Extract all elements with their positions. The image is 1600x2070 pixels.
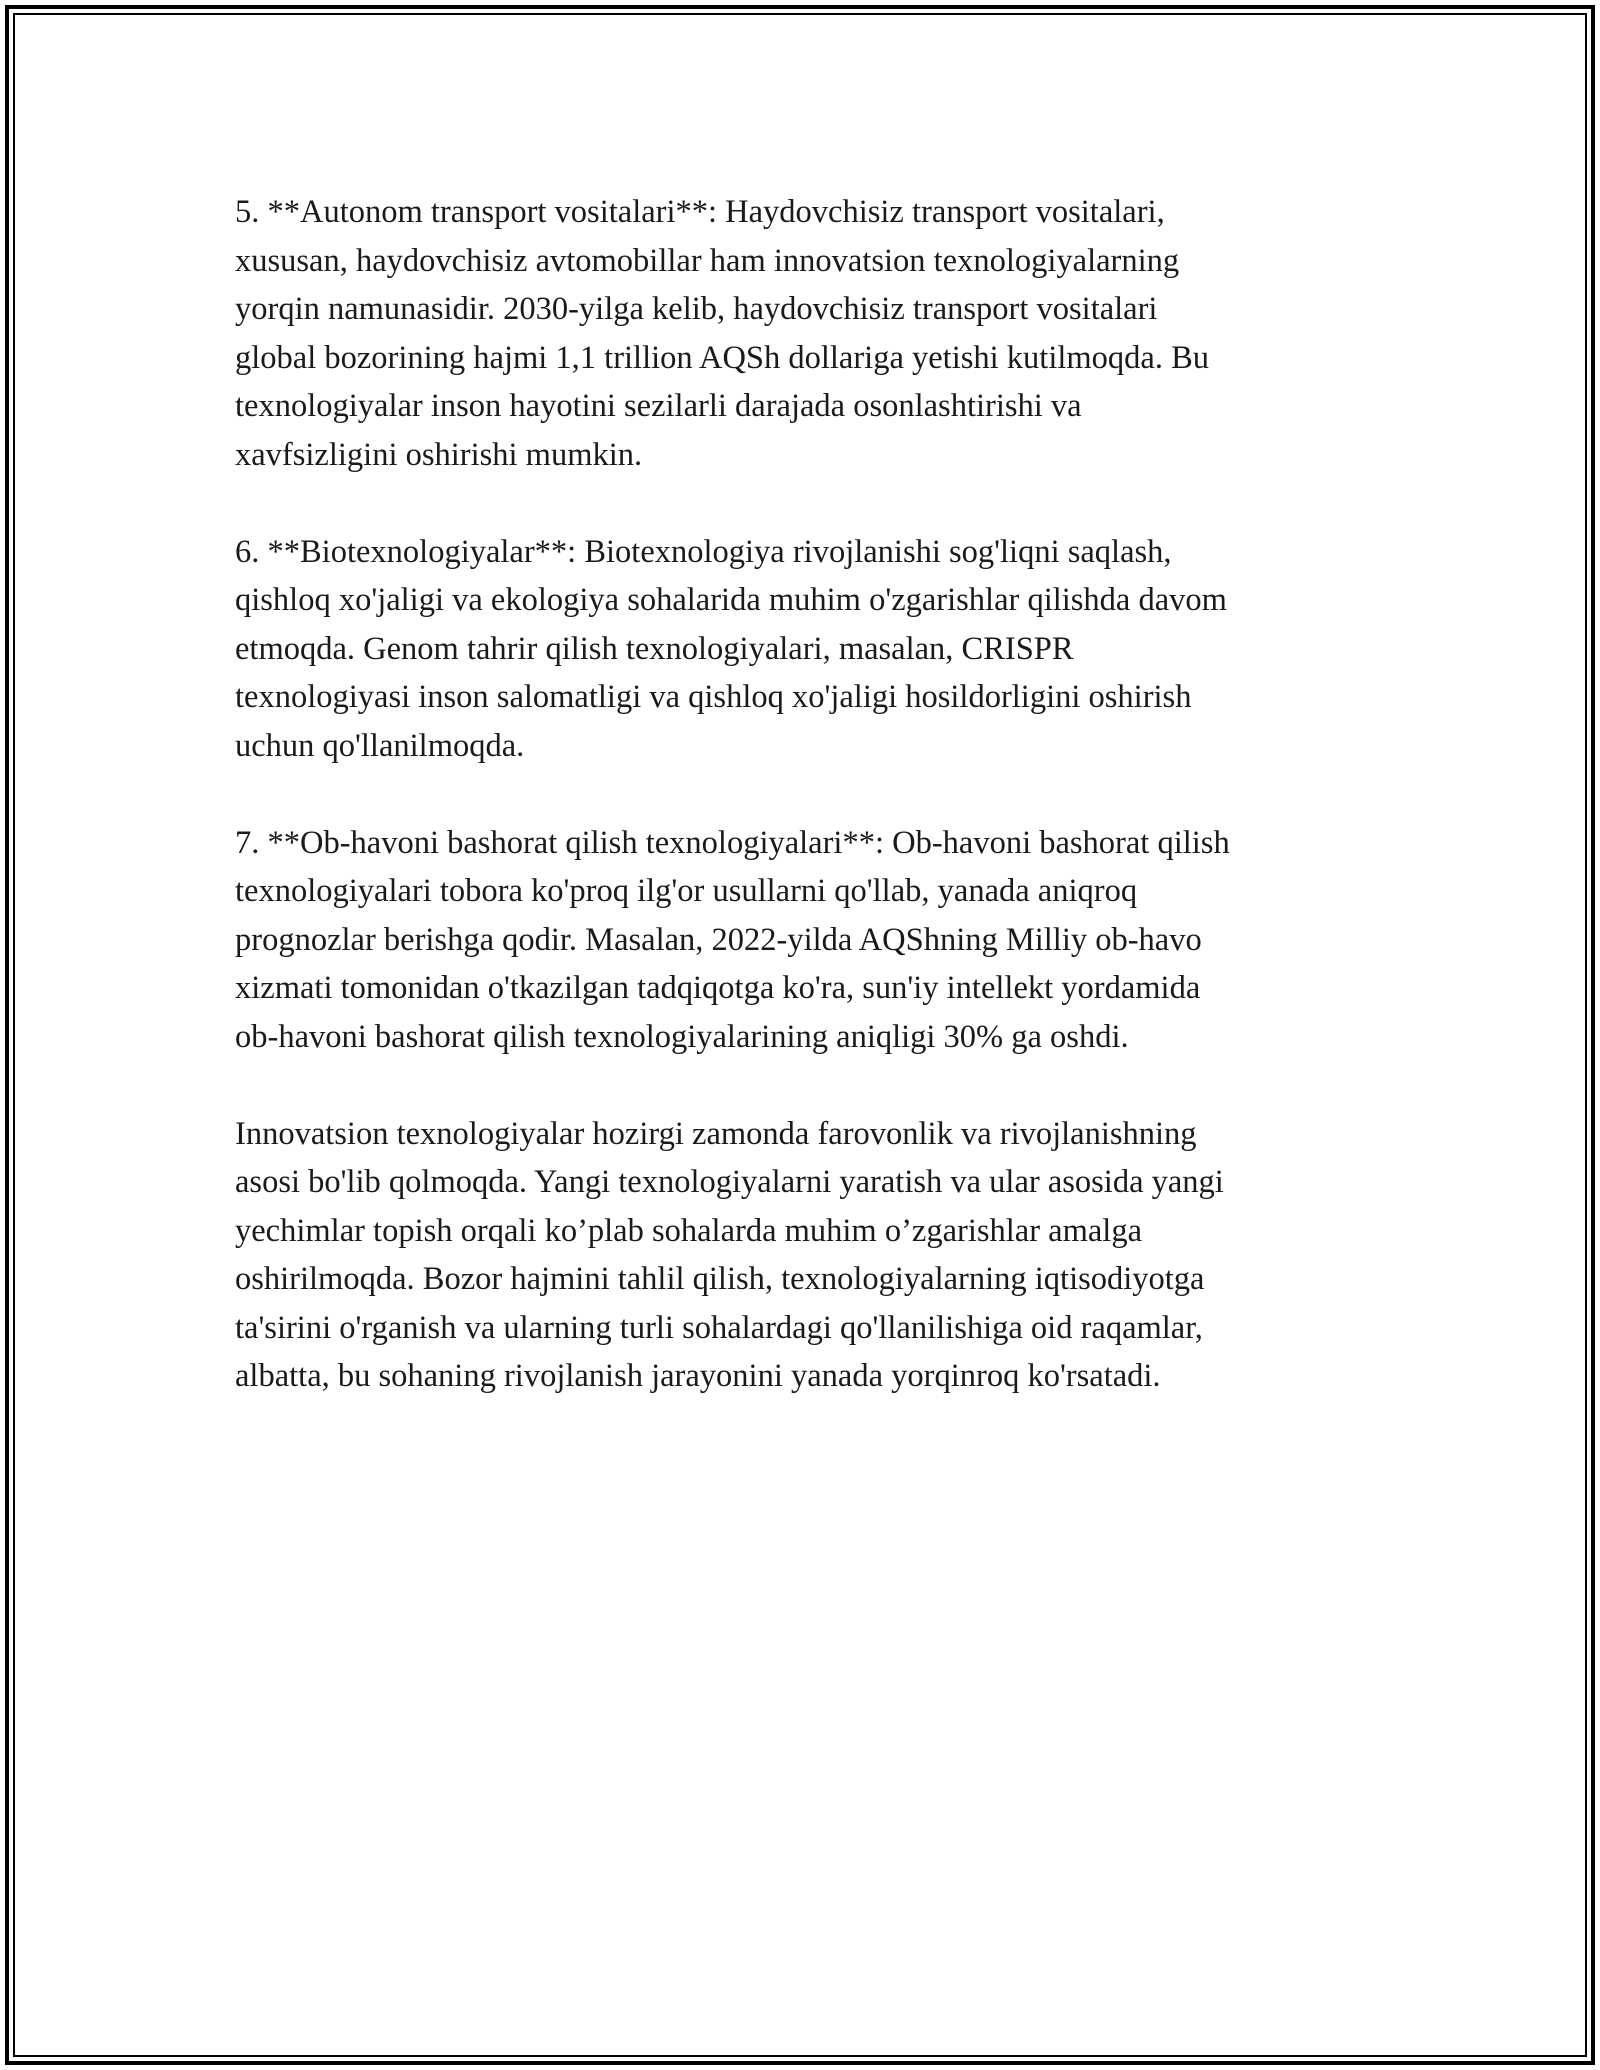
text-line: qishloq xo'jaligi va ekologiya sohalarida muhim o'zgarishlar qilishda davom	[235, 582, 1227, 618]
text-line: uchun qo'llanilmoqda.	[235, 727, 525, 764]
paragraph-weather-forecasting	[235, 819, 1375, 1062]
text-line: xavfsizligini oshirishi mumkin.	[235, 436, 643, 473]
text-line: albatta, bu sohaning rivojlanish jarayonini yanada yorqinroq ko'rsatadi.	[235, 1358, 1161, 1394]
text-line: oshirilmoqda. Bozor hajmini tahlil qilish, texnologiyalarning iqtisodiyotga	[235, 1261, 1205, 1297]
paragraph-autonomous-transport	[235, 188, 1375, 479]
text-line: etmoqda. Genom tahrir qilish texnologiyalari, masalan, CRISPR	[235, 630, 1074, 667]
document-body	[235, 188, 1375, 1401]
text-line: 5. **Autonom transport vositalari**: Haydovchisiz transport vositalari,	[235, 194, 1165, 230]
text-line: texnologiyasi inson salomatligi va qishloq xo'jaligi hosildorligini oshirish	[235, 679, 1192, 715]
text-line: texnologiyalar inson hayotini sezilarli darajada osonlashtirishi va	[235, 388, 1082, 424]
text-line: prognozlar berishga qodir. Masalan, 2022-yilda AQShning Milliy ob-havo	[235, 921, 1202, 958]
text-line: ta'sirini o'rganish va ularning turli sohalardagi qo'llanilishiga oid raqamlar,	[235, 1309, 1203, 1346]
text-line: 7. **Ob-havoni bashorat qilish texnologiyalari**: Ob-havoni bashorat qilish	[235, 824, 1230, 861]
text-line: Innovatsion texnologiyalar hozirgi zamonda farovonlik va rivojlanishning	[235, 1115, 1197, 1152]
paragraph-conclusion	[235, 1110, 1375, 1401]
text-line: yorqin namunasidir. 2030-yilga kelib, haydovchisiz transport vositalari	[235, 291, 1158, 327]
text-line: 6. **Biotexnologiyalar**: Biotexnologiya rivojlanishi sog'liqni saqlash,	[235, 533, 1172, 570]
text-line: xizmati tomonidan o'tkazilgan tadqiqotga ko'ra, sun'iy intellekt yordamida	[235, 970, 1201, 1006]
text-line: ob-havoni bashorat qilish texnologiyalarining aniqligi 30% ga oshdi.	[235, 1018, 1129, 1055]
text-line: asosi bo'lib qolmoqda. Yangi texnologiyalarni yaratish va ular asosida yangi	[235, 1164, 1224, 1200]
paragraph-biotechnology	[235, 528, 1375, 771]
text-line: texnologiyalari tobora ko'proq ilg'or usullarni qo'llab, yanada aniqroq	[235, 873, 1138, 909]
text-line: yechimlar topish orqali ko’plab sohalarda muhim o’zgarishlar amalga	[235, 1212, 1143, 1249]
text-line: xususan, haydovchisiz avtomobillar ham innovatsion texnologiyalarning	[235, 242, 1180, 279]
text-line: global bozorining hajmi 1,1 trillion AQSh dollariga yetishi kutilmoqda. Bu	[235, 339, 1210, 376]
